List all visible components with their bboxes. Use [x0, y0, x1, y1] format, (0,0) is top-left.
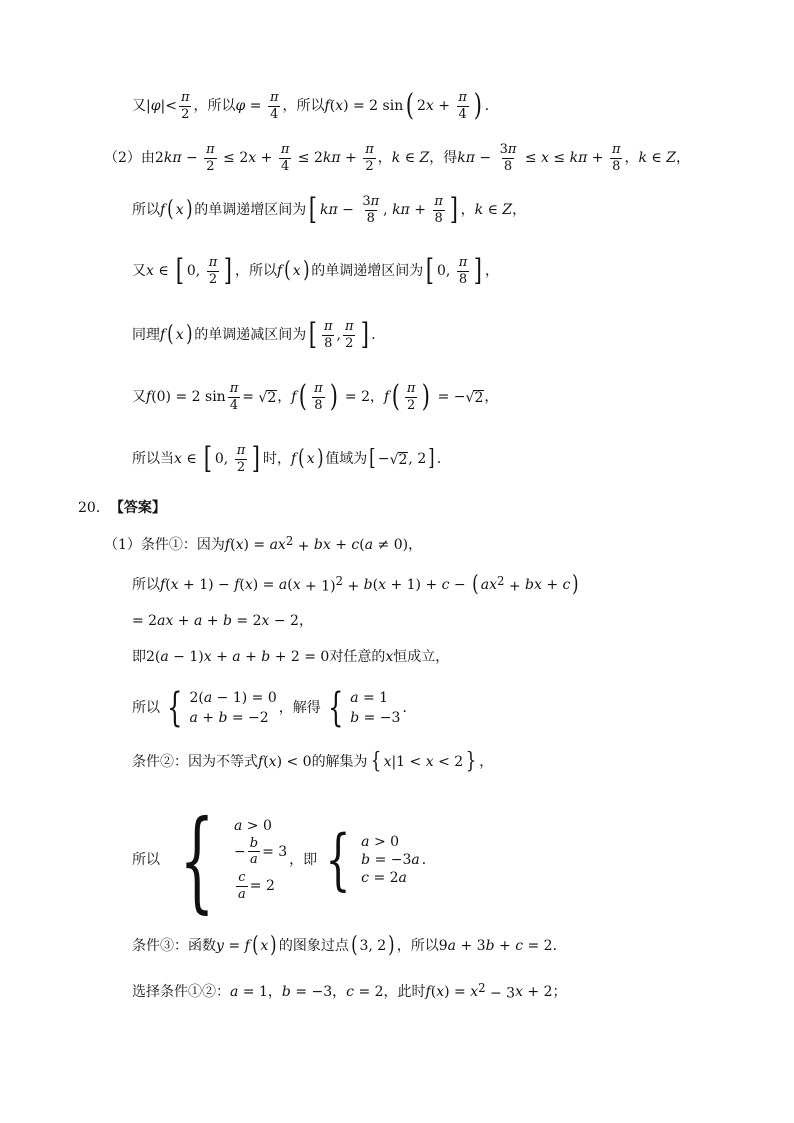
math: b — [261, 649, 271, 665]
math: 2 — [154, 150, 164, 166]
math: = 2 — [354, 984, 384, 1000]
text: ， — [377, 150, 392, 166]
math: a — [160, 649, 169, 665]
text: ，得 — [429, 150, 458, 166]
paren: ( — [299, 379, 308, 414]
math: = 2 — [340, 389, 370, 405]
fraction: $\frac{\pi}{2}$ — [236, 442, 246, 475]
math: ∈ — [153, 263, 174, 279]
math: 9 — [438, 938, 448, 954]
question-20-header — [78, 498, 166, 518]
math: + — [202, 613, 223, 629]
math: = −3 — [290, 984, 333, 1000]
bracket: [ — [203, 441, 213, 476]
bracket: [ — [309, 317, 318, 352]
text: 恒成立， — [393, 649, 450, 665]
paren: ( — [391, 379, 401, 414]
fraction: $\frac{\pi}{8}$ — [458, 254, 468, 287]
text: 对任意的 — [329, 649, 386, 665]
bracket: [ — [309, 192, 318, 227]
math: + 1) + — [386, 577, 442, 593]
paren: ) — [302, 258, 310, 283]
math: + 2 = 0 — [270, 649, 330, 665]
math: Z — [666, 150, 676, 166]
math: ∈ — [483, 202, 503, 218]
text: 所以 — [132, 700, 160, 716]
math: bx — [525, 577, 542, 593]
paren: ( — [167, 197, 174, 222]
line-simplified — [132, 610, 313, 632]
text: ，此时 — [383, 984, 426, 1000]
math: x — [175, 327, 184, 343]
text: ，解得 — [278, 700, 321, 716]
math: ) = — [444, 984, 471, 1000]
text: 所以当 — [132, 451, 174, 467]
text: ， — [267, 984, 282, 1000]
math: − — [377, 451, 390, 467]
math: + 3 — [456, 938, 486, 954]
math: ≠ 0) — [373, 537, 409, 553]
math: ( — [263, 754, 269, 770]
math: kπ — [322, 150, 341, 166]
line-identity — [132, 646, 449, 668]
math: x — [260, 938, 269, 954]
text: ， — [460, 202, 475, 218]
math: − — [474, 150, 496, 166]
math: ) < 0 — [276, 754, 312, 770]
math: x — [515, 984, 523, 1000]
math: = − — [433, 389, 466, 405]
math: kπ — [163, 150, 182, 166]
math: 2 — [416, 98, 426, 114]
text: ， — [675, 150, 690, 166]
math: x — [175, 202, 184, 218]
math: + — [494, 938, 516, 954]
text: 选择条件①②： — [132, 984, 230, 1000]
text: ， — [332, 984, 347, 1000]
math: f — [146, 389, 152, 405]
text: ． — [552, 938, 567, 954]
math: f — [160, 577, 166, 593]
math: x — [306, 451, 315, 467]
math: = 2 — [132, 613, 158, 629]
paren: ) — [316, 446, 324, 471]
math: 3, 2 — [359, 938, 387, 954]
bracket: [ — [426, 253, 435, 288]
math: ( — [430, 984, 437, 1000]
math: a — [278, 577, 288, 593]
math: ∈ — [181, 451, 202, 467]
math: ) = 2 sin — [343, 98, 404, 114]
math: a — [193, 613, 203, 629]
math: bx — [313, 537, 331, 553]
math: ∈ — [400, 150, 420, 166]
math: , — [383, 202, 393, 218]
math: x — [174, 451, 182, 467]
math: + — [256, 150, 277, 166]
math: k — [638, 150, 647, 166]
math: 0, — [436, 263, 455, 279]
math: $^2$ + — [496, 574, 526, 595]
math: k — [391, 150, 401, 166]
bracket: [ — [175, 253, 185, 288]
math: 2( — [146, 649, 161, 665]
math: x — [425, 754, 434, 770]
line-range — [132, 438, 451, 480]
math: = — [245, 98, 266, 114]
bracket: [ — [369, 446, 376, 471]
math: x — [383, 754, 392, 770]
fraction: $\frac{\pi}{4}$ — [458, 89, 467, 122]
paren: ( — [298, 446, 305, 471]
math: + — [587, 150, 608, 166]
line-condition-1 — [104, 534, 422, 556]
fraction: $\frac{\pi}{2}$ — [406, 380, 416, 413]
math: c — [562, 577, 571, 593]
line-part2-inequality — [104, 140, 690, 176]
bracket: ] — [428, 446, 435, 471]
line-condition-2 — [132, 750, 493, 774]
text: ， — [512, 202, 527, 218]
math: a — [230, 984, 239, 1000]
paren: ) — [185, 197, 193, 222]
math: f — [258, 754, 264, 770]
line-condition-3 — [132, 934, 567, 958]
text: 同理 — [132, 327, 160, 343]
math: b — [281, 984, 291, 1000]
condition-result-system: { a > 0 b = −3a c = 2a — [325, 821, 420, 898]
math: f — [383, 389, 390, 405]
math: y — [216, 938, 224, 954]
math: f — [290, 451, 297, 467]
math: < 2 — [433, 754, 464, 770]
solution-system: { a = 1 b = −3 — [327, 685, 401, 731]
paren: ) — [185, 322, 193, 347]
bracket: ] — [474, 253, 483, 288]
fraction: $\frac{\pi}{2}$ — [206, 141, 215, 174]
fraction: $\frac{\pi}{2}$ — [208, 254, 218, 287]
fraction: $\frac{\pi}{2}$ — [365, 141, 374, 174]
math: + — [433, 98, 455, 114]
math: ( — [359, 537, 365, 553]
paren: ) — [388, 933, 395, 958]
math: x — [203, 649, 212, 665]
paren: ( — [167, 322, 174, 347]
text: ． — [421, 852, 436, 868]
math: c — [346, 984, 354, 1000]
math: x — [436, 984, 445, 1000]
math: φ — [235, 98, 246, 114]
fraction: $\frac{\pi}{4}$ — [280, 141, 290, 174]
math: − — [337, 202, 359, 218]
text: ，所以 — [282, 98, 325, 114]
line-increasing-interval-restricted — [132, 250, 499, 292]
condition-system: { a > 0 − $\frac{b}{a}$ = 3 $\frac{c}{a}$ = 2 — [179, 796, 288, 924]
math: f — [324, 98, 330, 114]
paren: ) — [329, 379, 338, 414]
fraction: $\frac{\pi}{8}$ — [611, 141, 621, 174]
math: x — [292, 577, 301, 593]
math: + — [211, 649, 233, 665]
text: ，所以 — [234, 263, 277, 279]
bracket: ] — [360, 317, 369, 352]
math: = — [223, 938, 245, 954]
bracket: ] — [449, 192, 458, 227]
text: 又 — [132, 263, 146, 279]
math: x — [261, 613, 270, 629]
math: ( — [165, 577, 171, 593]
math: , — [336, 327, 341, 343]
fraction: $\frac{\pi}{8}$ — [434, 193, 443, 226]
math: b — [363, 577, 373, 593]
math: − 1) — [168, 649, 204, 665]
math: + — [409, 202, 431, 218]
math: b — [485, 938, 495, 954]
math: ) = — [243, 537, 270, 553]
math: = 2 — [231, 613, 262, 629]
bracket: ] — [252, 441, 261, 476]
math: x — [470, 984, 479, 1000]
line-phi-conclusion — [132, 86, 499, 126]
fraction: $\frac{\pi}{4}$ — [229, 380, 239, 413]
math: f — [234, 577, 240, 593]
text: 的单调递增区间为 — [194, 202, 307, 218]
math: f — [276, 263, 283, 279]
math: + 2 — [522, 984, 553, 1000]
math: kπ — [320, 202, 338, 218]
fraction: $\frac{\pi}{8}$ — [314, 380, 323, 413]
brace: } — [465, 749, 477, 774]
text: 所以 — [132, 852, 160, 868]
math: + — [541, 577, 563, 593]
question-number: 20． — [78, 500, 110, 516]
paren: ) — [473, 88, 482, 123]
paren: ( — [251, 933, 259, 958]
line-choose-1-2 — [132, 980, 567, 1004]
math: |< — [160, 98, 177, 114]
math: ≤ — [520, 150, 542, 166]
math: x — [425, 98, 434, 114]
math: = — [242, 389, 259, 405]
text: ，所以 — [193, 98, 236, 114]
math: ax — [157, 613, 174, 629]
math: ax — [480, 577, 497, 593]
math: f — [160, 327, 166, 343]
text: ． — [402, 700, 417, 716]
math: f — [244, 938, 250, 954]
math: $^2$ − 3 — [478, 981, 516, 1002]
text: ； — [552, 984, 567, 1000]
paren: ) — [572, 572, 579, 597]
math: kπ — [457, 150, 475, 166]
math: Z — [502, 202, 513, 218]
math: x — [146, 263, 154, 279]
math: b — [222, 613, 232, 629]
paren: ( — [284, 258, 291, 283]
text: 的解集为 — [311, 754, 368, 770]
text: ，所以 — [396, 938, 439, 954]
math: ． — [484, 98, 499, 114]
math: = 1 — [238, 984, 268, 1000]
math: − — [449, 577, 471, 593]
fraction: $\frac{\pi}{2}$ — [180, 89, 190, 122]
math: + — [340, 150, 362, 166]
text: 所以 — [132, 202, 160, 218]
math: c — [441, 577, 450, 593]
math: ( — [329, 98, 336, 114]
text: 值域为 — [325, 451, 368, 467]
math: kπ — [392, 202, 410, 218]
line-decreasing-interval — [132, 314, 385, 356]
math: (0) = 2 sin — [151, 389, 226, 405]
math: x — [248, 150, 257, 166]
math: x — [244, 577, 253, 593]
math: ( — [230, 537, 236, 553]
text: ， — [484, 389, 499, 405]
fraction: $\frac{\pi}{2}$ — [345, 318, 354, 351]
math: c — [515, 938, 524, 954]
text: 条件②：因为不等式 — [132, 754, 258, 770]
math: ∈ — [646, 150, 667, 166]
math: f — [425, 984, 431, 1000]
text: ， — [277, 389, 292, 405]
math: x — [292, 263, 301, 279]
text: 又 — [132, 98, 146, 114]
paren: ( — [472, 572, 479, 597]
math: ( — [239, 577, 245, 593]
math: x — [170, 577, 179, 593]
text: 的单调递减区间为 — [194, 327, 307, 343]
line-increasing-interval-general — [132, 190, 526, 230]
line-function-values — [132, 376, 498, 418]
line-condition-2-system — [132, 796, 436, 924]
text: 又 — [132, 389, 146, 405]
math: − — [181, 150, 203, 166]
text: 的单调递增区间为 — [311, 263, 424, 279]
text: （1）条件①：因为 — [104, 537, 225, 553]
math: kπ — [569, 150, 588, 166]
text: ， — [408, 537, 423, 553]
text: 即 — [132, 649, 146, 665]
math: 0, — [214, 451, 233, 467]
math: x — [268, 754, 277, 770]
text: 的图象过点 — [278, 938, 349, 954]
math: + — [173, 613, 194, 629]
fraction: $\frac{3\pi}{8}$ — [362, 193, 380, 226]
line-system-solve — [132, 682, 416, 734]
paren: ) — [270, 933, 277, 958]
math: − 2 — [269, 613, 299, 629]
paren: ) — [422, 379, 431, 414]
text: 条件③：函数 — [132, 938, 216, 954]
math: ( — [372, 577, 379, 593]
math: 0, — [186, 263, 205, 279]
math: φ — [150, 98, 161, 114]
math: ) = — [252, 577, 279, 593]
text: ， — [369, 389, 384, 405]
math: x — [235, 537, 244, 553]
math: a — [232, 649, 241, 665]
math: k — [474, 202, 484, 218]
math: |1 < — [391, 754, 426, 770]
math: a — [447, 938, 457, 954]
math: | — [146, 98, 151, 114]
brace: { — [370, 749, 381, 774]
math: f — [160, 202, 166, 218]
sqrt: √ 2 — [258, 389, 277, 406]
math: Z — [419, 150, 430, 166]
math: a — [364, 537, 374, 553]
math: f — [291, 389, 297, 405]
math: , 2 — [408, 451, 427, 467]
math: ( — [287, 577, 293, 593]
text: ， — [479, 754, 494, 770]
text: ， — [624, 150, 639, 166]
math: ≤ 2 — [293, 150, 323, 166]
text: ，即 — [289, 852, 318, 868]
math: ≤ 2 — [218, 150, 249, 166]
bracket: ] — [224, 253, 233, 288]
math: x — [378, 577, 386, 593]
equation-system: { 2(a − 1) = 0 a + b = −2 — [167, 685, 277, 731]
math: f — [224, 537, 231, 553]
math: c — [351, 537, 360, 553]
sqrt: √ 2 — [465, 389, 484, 406]
math: + — [330, 537, 352, 553]
text: ， — [298, 613, 313, 629]
math: + — [240, 649, 262, 665]
text: ． — [371, 327, 386, 343]
text: ， — [485, 263, 500, 279]
math: x — [335, 98, 344, 114]
fraction: $\frac{3\pi}{8}$ — [499, 141, 517, 174]
text: 时， — [262, 451, 291, 467]
math: x — [541, 150, 549, 166]
math: + 1)$^2$ + — [300, 574, 364, 595]
fraction: $\frac{\pi}{4}$ — [269, 89, 279, 122]
math: + 1) − — [178, 577, 235, 593]
text: 所以 — [132, 577, 160, 593]
math: $^2$ + — [285, 534, 314, 555]
fraction: $\frac{\pi}{8}$ — [324, 318, 333, 351]
paren: ( — [405, 88, 415, 123]
sqrt: √ 2 — [389, 451, 408, 468]
math: x — [385, 649, 394, 665]
math: ax — [269, 537, 286, 553]
math: = 2 — [523, 938, 553, 954]
paren: ( — [350, 933, 358, 958]
text: （2）由 — [104, 150, 155, 166]
answer-title: 【答案】 — [109, 500, 166, 516]
line-difference — [132, 572, 581, 598]
math: ≤ — [548, 150, 570, 166]
text: ． — [436, 451, 451, 467]
